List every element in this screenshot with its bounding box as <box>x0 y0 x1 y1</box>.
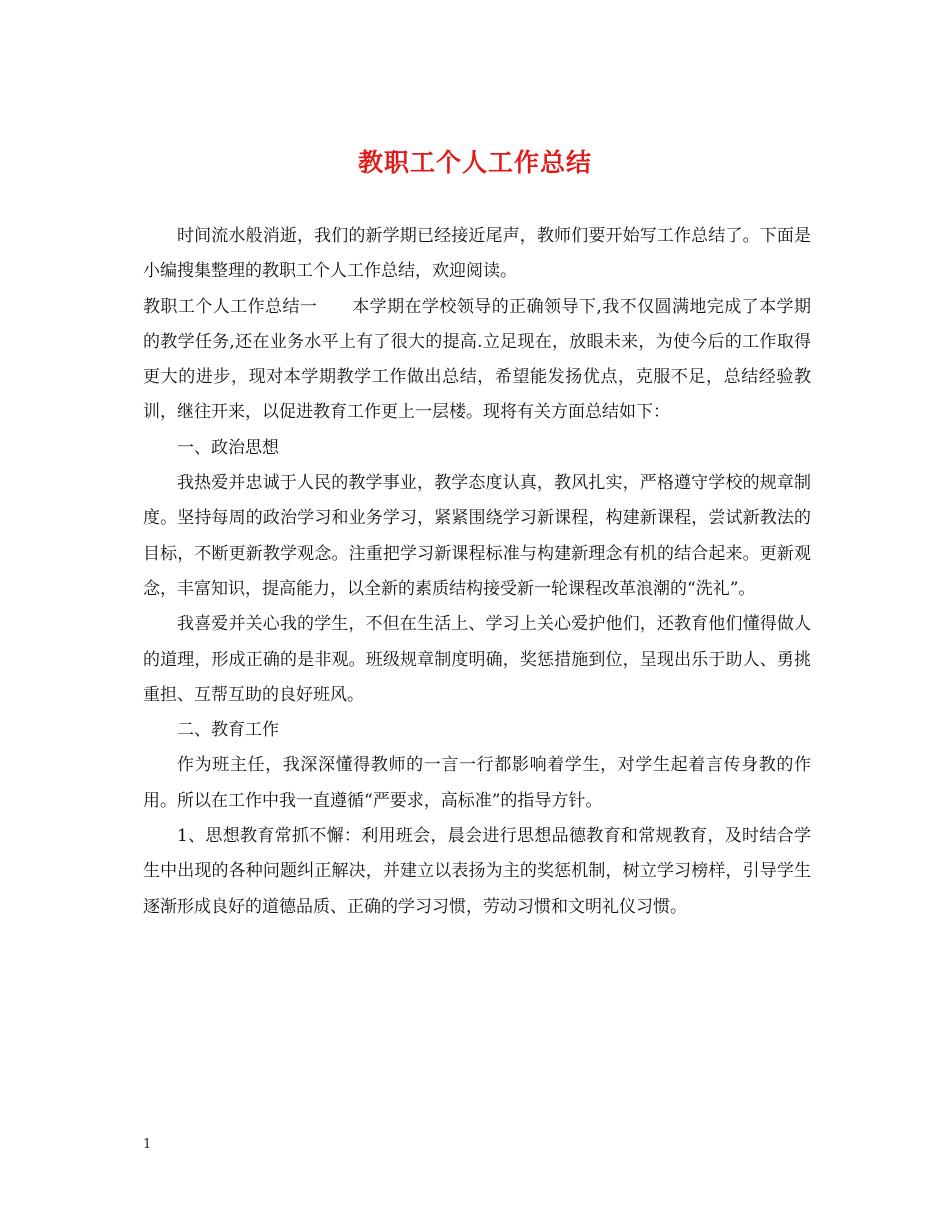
section-heading-politics: 一、政治思想 <box>177 437 279 458</box>
document-title: 教职工个人工作总结 <box>357 148 592 177</box>
paragraph-teacher-role: 作为班主任，我深深懂得教师的一言一行都影响着学生，对学生起着言传身教的作用。所以在工作中我一直遵循“严要求，高标准”的指导方针。 <box>143 755 811 811</box>
paragraph-students: 我喜爱并关心我的学生，不但在生活上、学习上关心爱护他们，还教育他们懂得做人的道理，形成正确的是非观。班级规章制度明确，奖惩措施到位，呈现出乐于助人、勇挑重担、互帮互助的良好班风。 <box>143 614 811 705</box>
paragraph-politics: 我热爱并忠诚于人民的教学事业，教学态度认真，教风扎实，严格遵守学校的规章制度。坚持每周的政治学习和业务学习，紧紧围绕学习新课程，构建新课程，尝试新教法的目标，不断更新教学观念。注重把学习新课程标准与构建新理念有机的结合起来。更新观念，丰富知识，提高能力，以全新的素质结构接受新一轮课程改革浪潮的“洗礼”。 <box>143 473 811 599</box>
paragraph-moral-education: 1、思想教育常抓不懈：利用班会，晨会进行思想品德教育和常规教育，及时结合学生中出现的各种问题纠正解决，并建立以表扬为主的奖惩机制，树立学习榜样，引导学生逐渐形成良好的道德品质、正确的学习习惯，劳动习惯和文明礼仪习惯。 <box>143 826 811 917</box>
paragraph-summary-one: 教职工个人工作总结一 本学期在学校领导的正确领导下,我不仅圆满地完成了本学期的教学任务,还在业务水平上有了很大的提高.立足现在，放眼未来，为使今后的工作取得更大的进步，现对本学期教学工作做出总结，希望能发扬优点，克服不足，总结经验教训，继往开来，以促进教育工作更上一层楼。现将有关方面总结如下： <box>143 296 811 423</box>
document-body <box>143 219 811 925</box>
page-number: 1 <box>143 1137 152 1152</box>
section-heading-education: 二、教育工作 <box>177 720 279 741</box>
paragraph-intro: 时间流水般消逝，我们的新学期已经接近尾声，教师们要开始写工作总结了。下面是小编搜集整理的教职工个人工作总结，欢迎阅读。 <box>143 226 811 282</box>
